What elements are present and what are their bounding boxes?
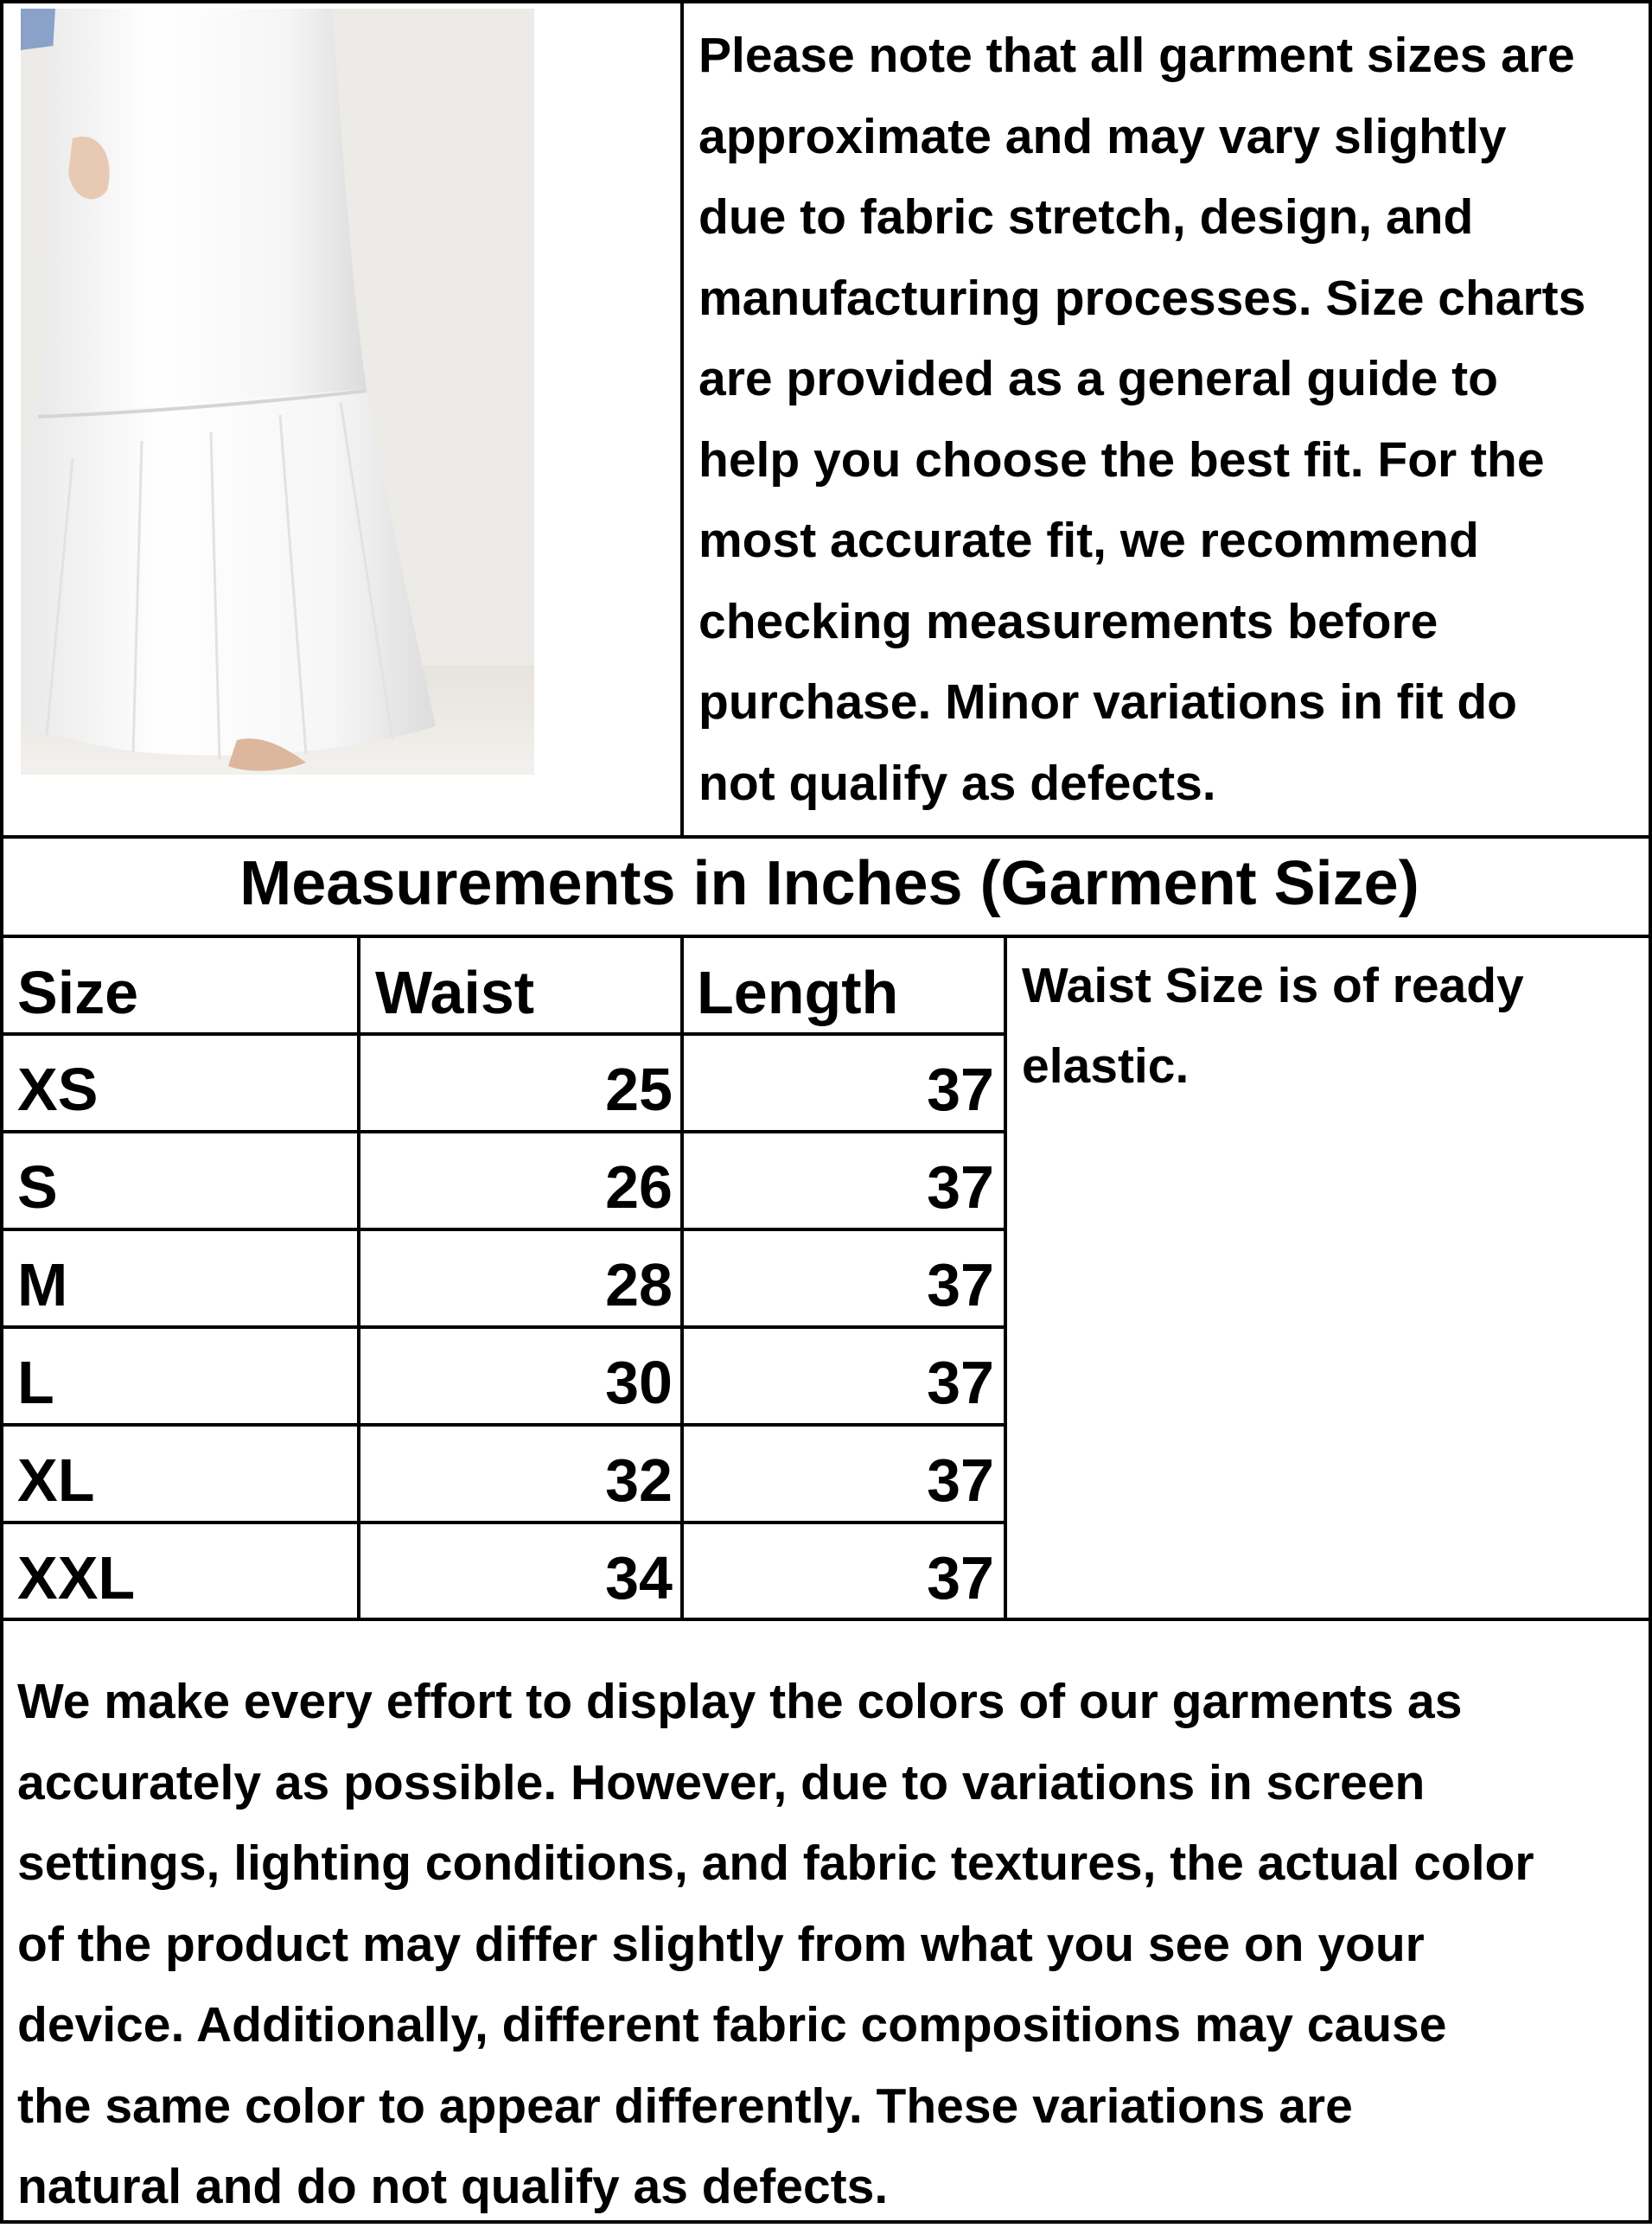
divider-table-bottom xyxy=(0,1618,1652,1621)
header-length: Length xyxy=(697,959,899,1026)
table-row-waist: 34 xyxy=(605,1544,673,1612)
table-row-size: S xyxy=(17,1153,58,1221)
table-title: Measurements in Inches (Garment Size) xyxy=(239,849,1419,918)
white-dress-illustration xyxy=(21,9,534,775)
row-divider xyxy=(0,1032,1007,1036)
table-row-size: M xyxy=(17,1251,68,1318)
table-row-waist: 30 xyxy=(605,1349,673,1416)
table-row-size: XXL xyxy=(17,1544,136,1612)
table-row-size: XS xyxy=(17,1056,99,1123)
divider-col-size xyxy=(357,935,360,1620)
color-disclaimer-text: We make every effort to display the colors of our garments as accurately as possible. However, due to variations in screen settings, lighting conditions, and fabric textures, the actual color of the product may differ slightly from what you see on your device. Additionally, different fabric compositions may cause the same color to appear differently. These variations are natural and do not qualify as defects. xyxy=(17,1674,1534,2214)
header-size: Size xyxy=(17,959,139,1026)
table-row-waist: 28 xyxy=(605,1251,673,1318)
divider-col-waist xyxy=(680,935,684,1620)
row-divider xyxy=(0,1228,1007,1231)
table-row-length: 37 xyxy=(927,1153,994,1221)
divider-top-section xyxy=(0,835,1652,839)
table-row-size: XL xyxy=(17,1446,95,1514)
table-row-waist: 32 xyxy=(605,1446,673,1514)
table-row-length: 37 xyxy=(927,1446,994,1514)
table-row-length: 37 xyxy=(927,1349,994,1416)
table-row-waist: 26 xyxy=(605,1153,673,1221)
row-divider xyxy=(0,1325,1007,1329)
table-row-waist: 25 xyxy=(605,1056,673,1123)
divider-photo-text xyxy=(680,0,684,837)
row-divider xyxy=(0,1423,1007,1427)
header-waist: Waist xyxy=(375,959,535,1026)
row-divider xyxy=(0,1130,1007,1133)
product-photo xyxy=(21,9,534,775)
row-divider xyxy=(0,1521,1007,1524)
divider-title xyxy=(0,935,1652,938)
table-row-length: 37 xyxy=(927,1251,994,1318)
table-row-length: 37 xyxy=(927,1544,994,1612)
table-row-length: 37 xyxy=(927,1056,994,1123)
fit-disclaimer-text: Please note that all garment sizes are approximate and may vary slightly due to fabric stretch, design, and manufacturing processes. Size charts are provided as a general guide to help you choose the best fit. For the most accurate fit, we recommend checking measurements before purchase. Minor variations in fit do not qualify as defects. xyxy=(698,28,1586,811)
waist-elastic-note: Waist Size is of ready elastic. xyxy=(1022,958,1524,1094)
table-row-size: L xyxy=(17,1349,54,1416)
divider-col-length xyxy=(1004,935,1007,1620)
